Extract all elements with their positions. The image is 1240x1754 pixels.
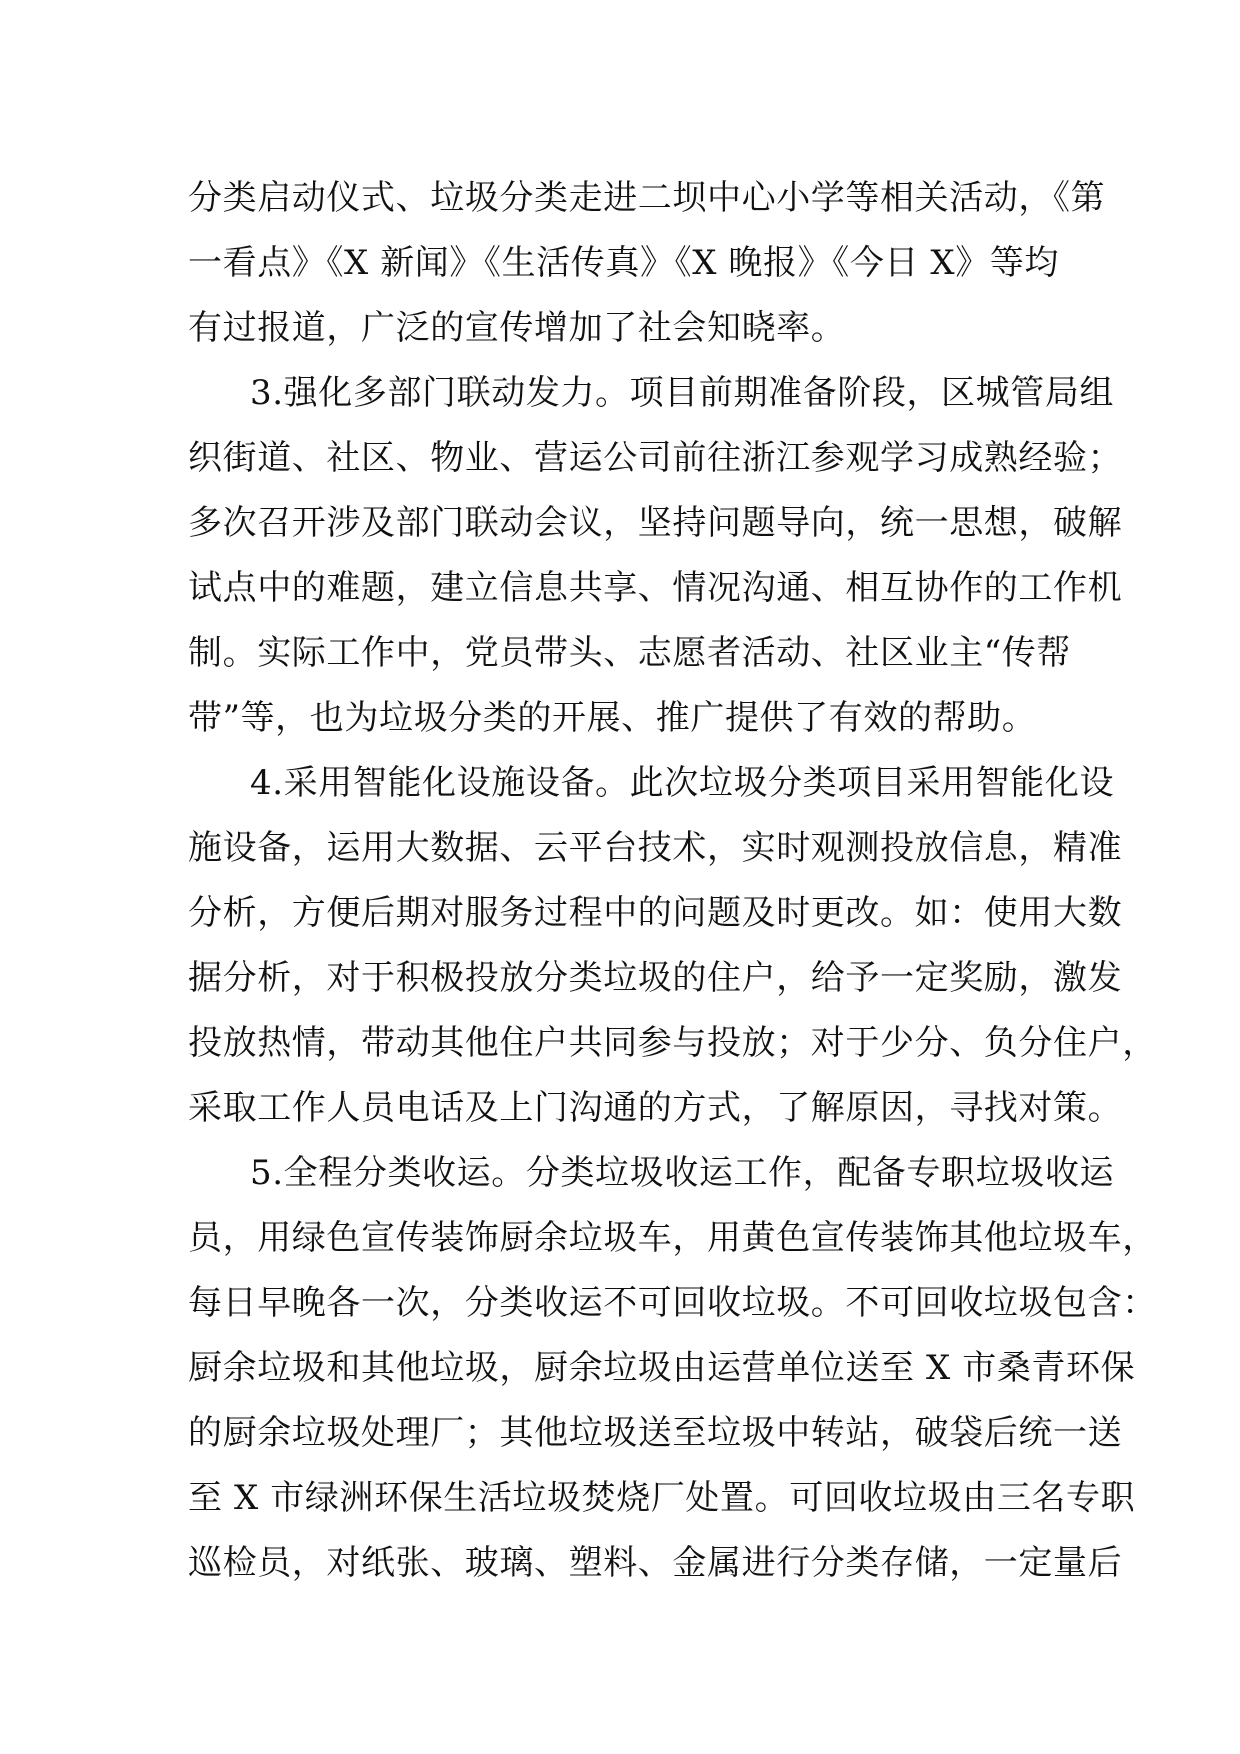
text-line: 制。实际工作中，党员带头、志愿者活动、社区业主“传帮 [188, 633, 1071, 673]
text-line: 多次召开涉及部门联动会议，坚持问题导向，统一思想，破解 [188, 503, 1123, 543]
section-heading-line: 4.采用智能化设施设备。此次垃圾分类项目采用智能化设 [250, 763, 1115, 803]
text-line: 一看点》《X 新闻》《生活传真》《X 晚报》《今日 X》等均 [188, 243, 1060, 283]
text-line: 织街道、社区、物业、营运公司前往浙江参观学习成熟经验； [188, 438, 1123, 478]
text-line: 每日早晚各一次，分类收运不可回收垃圾。不可回收垃圾包含： [188, 1283, 1157, 1323]
text-line: 分类启动仪式、垃圾分类走进二坝中心小学等相关活动，《第 [188, 178, 1106, 218]
document-body [188, 166, 1157, 1596]
text-line: 巡检员，对纸张、玻璃、塑料、金属进行分类存储，一定量后 [188, 1543, 1123, 1583]
text-line: 至 X 市绿洲环保生活垃圾焚烧厂处置。可回收垃圾由三名专职 [188, 1478, 1136, 1518]
section-heading-line: 5.全程分类收运。分类垃圾收运工作，配备专职垃圾收运 [250, 1153, 1115, 1193]
section-heading-line: 3.强化多部门联动发力。项目前期准备阶段，区城管局组 [250, 373, 1115, 413]
text-line: 有过报道，广泛的宣传增加了社会知晓率。 [188, 308, 846, 348]
text-line: 施设备，运用大数据、云平台技术，实时观测投放信息，精准 [188, 828, 1123, 868]
text-line: 厨余垃圾和其他垃圾，厨余垃圾由运营单位送至 X 市桑青环保 [188, 1348, 1136, 1388]
text-line: 采取工作人员电话及上门沟通的方式，了解原因，寻找对策。 [188, 1088, 1123, 1128]
text-line: 投放热情，带动其他住户共同参与投放；对于少分、负分住户， [188, 1023, 1157, 1063]
text-line: 的厨余垃圾处理厂；其他垃圾送至垃圾中转站，破袋后统一送 [188, 1413, 1123, 1453]
text-line: 带”等，也为垃圾分类的开展、推广提供了有效的帮助。 [188, 698, 1037, 738]
text-line: 分析，方便后期对服务过程中的问题及时更改。如：使用大数 [188, 893, 1123, 933]
text-line: 据分析，对于积极投放分类垃圾的住户，给予一定奖励，激发 [188, 958, 1123, 998]
text-line: 试点中的难题，建立信息共享、情况沟通、相互协作的工作机 [188, 568, 1123, 608]
text-line: 员，用绿色宣传装饰厨余垃圾车，用黄色宣传装饰其他垃圾车， [188, 1218, 1157, 1258]
